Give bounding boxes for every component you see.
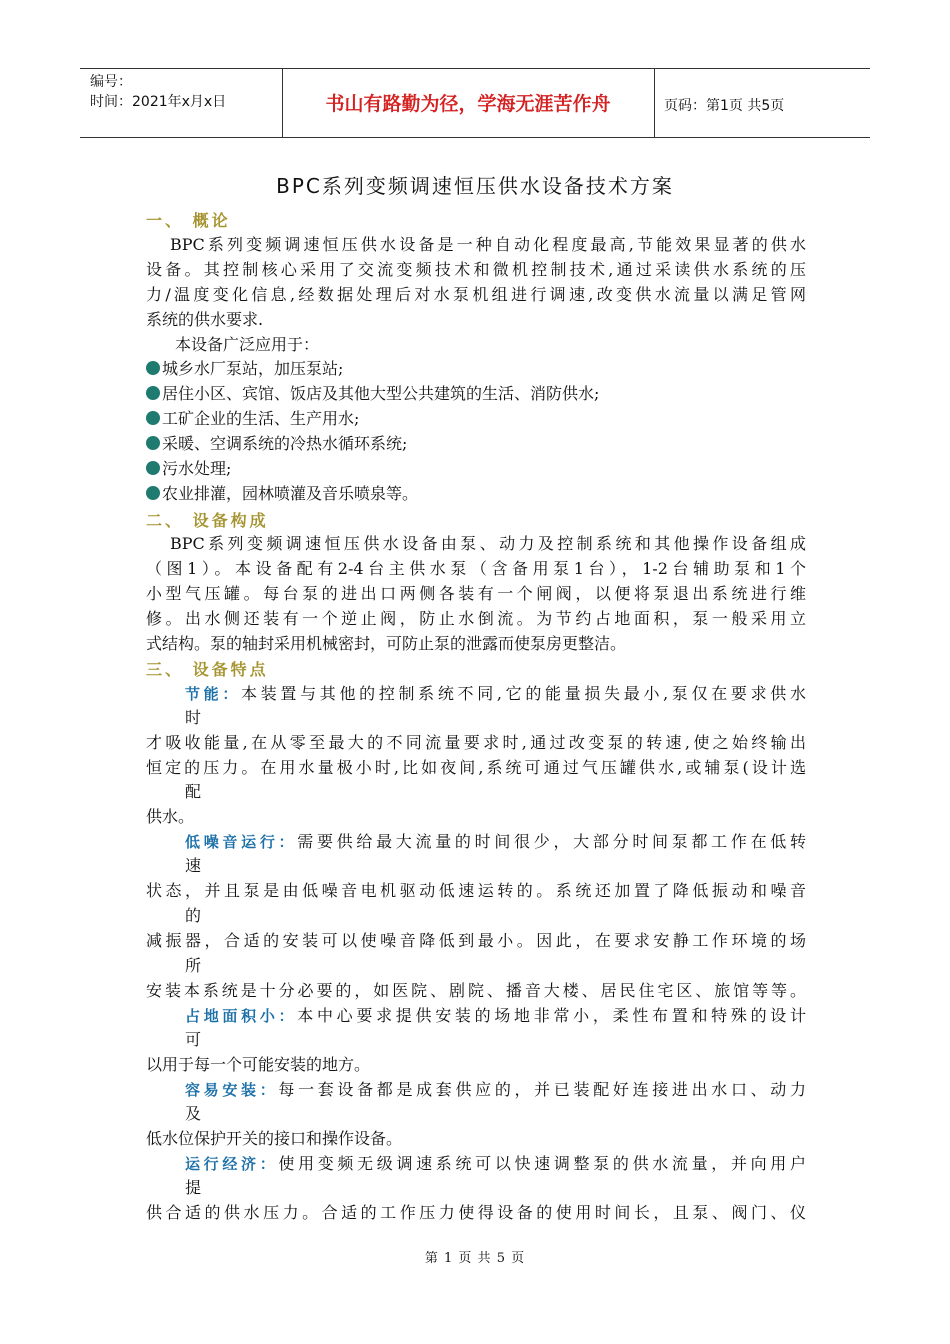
page-header [80, 68, 870, 138]
bullet-icon [146, 436, 160, 450]
paragraph-line: 设备。其控制核心采用了交流变频技术和微机控制技术,通过采读供水系统的压 [146, 260, 806, 279]
feature-line: 节能：本装置与其他的控制系统不同,它的能量损失最小,泵仅在要求供水 [185, 684, 806, 703]
feature-keyword: 低噪音运行： [185, 833, 298, 851]
feature-keyword: 运行经济： [185, 1155, 279, 1173]
wrap-char: 可 [185, 1030, 202, 1049]
paragraph-line: 状态，并且泵是由低噪音电机驱动低速运转的。系统还加置了降低振动和噪音 [146, 881, 806, 900]
paragraph-line: 安装本系统是十分必要的，如医院、剧院、播音大楼、居民住宅区、旅馆等等。 [146, 981, 806, 1000]
header-page-info: 页码：第1页 共5页 [664, 98, 785, 114]
list-item: 居住小区、宾馆、饭店及其他大型公共建筑的生活、消防供水; [146, 382, 599, 406]
paragraph-line: 本设备广泛应用于： [175, 335, 320, 354]
bullet-icon [146, 411, 160, 425]
header-motto: 书山有路勤为径，学海无涯苦作舟 [325, 93, 611, 115]
feature-line: 运行经济：使用变频无级调速系统可以快速调整泵的供水流量，并向用户 [185, 1154, 806, 1173]
number-label: 编号： [90, 74, 132, 90]
paragraph-line: BPC系列变频调速恒压供水设备由泵、动力及控制系统和其他操作设备组成 [170, 534, 806, 553]
wrap-char: 配 [185, 782, 202, 801]
feature-keyword: 容易安装： [185, 1081, 279, 1099]
page-footer: 第 1 页 共 5 页 [424, 1251, 526, 1266]
time-label: 时间：2021年x月x日 [90, 94, 227, 110]
feature-line: 占地面积小：本中心要求提供安装的场地非常小，柔性布置和特殊的设计 [185, 1006, 806, 1025]
wrap-char: 所 [185, 956, 202, 975]
section-heading-features: 三、 设备特点 [146, 660, 269, 679]
paragraph-line: 低水位保护开关的接口和操作设备。 [146, 1129, 403, 1148]
paragraph-line: （图1）。本设备配有2-4台主供水泵（含备用泵1台），1-2台辅助泵和1个 [146, 559, 806, 578]
paragraph-line: 小型气压罐。每台泵的进出口两侧各装有一个闸阀，以便将泵退出系统进行维 [146, 584, 806, 603]
feature-line: 低噪音运行：需要供给最大流量的时间很少，大部分时间泵都工作在低转 [185, 832, 806, 851]
list-item: 采暖、空调系统的冷热水循环系统; [146, 432, 407, 456]
bullet-icon [146, 386, 160, 400]
wrap-char: 速 [185, 856, 202, 875]
header-meta [90, 72, 226, 112]
paragraph-line: 供水。 [146, 807, 195, 826]
header-divider [654, 69, 655, 137]
paragraph-line: 恒定的压力。在用水量极小时,比如夜间,系统可通过气压罐供水,或辅泵(设计选 [146, 758, 806, 777]
section-heading-composition: 二、 设备构成 [146, 511, 269, 530]
wrap-char: 的 [185, 906, 202, 925]
bullet-icon [146, 361, 160, 375]
paragraph-line: 力/温度变化信息,经数据处理后对水泵机组进行调速,改变供水流量以满足管网 [146, 285, 806, 304]
paragraph-line: 修。出水侧还装有一个逆止阀，防止水倒流。为节约占地面积，泵一般采用立 [146, 609, 806, 628]
document-title: BPC系列变频调速恒压供水设备技术方案 [276, 174, 674, 198]
paragraph-line: 减振器，合适的安装可以使噪音降低到最小。因此，在要求安静工作环境的场 [146, 931, 806, 950]
list-item: 工矿企业的生活、生产用水; [146, 407, 359, 431]
paragraph-line: 以用于每一个可能安装的地方。 [146, 1055, 371, 1074]
bullet-icon [146, 461, 160, 475]
wrap-char: 时 [185, 708, 202, 727]
feature-keyword: 占地面积小： [185, 1007, 298, 1025]
wrap-char: 及 [185, 1104, 202, 1123]
section-heading-overview: 一、 概论 [146, 211, 231, 230]
feature-line: 容易安装：每一套设备都是成套供应的，并已装配好连接进出水口、动力 [185, 1080, 806, 1099]
wrap-char: 提 [185, 1178, 202, 1197]
list-item: 城乡水厂泵站，加压泵站; [146, 357, 343, 381]
paragraph-line: 才吸收能量,在从零至最大的不同流量要求时,通过改变泵的转速,使之始终输出 [146, 733, 806, 752]
paragraph-line: BPC系列变频调速恒压供水设备是一种自动化程度最高,节能效果显著的供水 [170, 235, 806, 254]
paragraph-line: 系统的供水要求. [146, 310, 264, 329]
paragraph-line: 式结构。泵的轴封采用机械密封，可防止泵的泄露而使泵房更整洁。 [146, 634, 627, 653]
list-item: 污水处理; [146, 457, 231, 481]
paragraph-line: 供合适的供水压力。合适的工作压力使得设备的使用时间长，且泵、阀门、仪 [146, 1203, 806, 1222]
bullet-icon [146, 486, 160, 500]
list-item: 农业排灌，园林喷灌及音乐喷泉等。 [146, 482, 418, 506]
feature-keyword: 节能： [185, 685, 242, 703]
